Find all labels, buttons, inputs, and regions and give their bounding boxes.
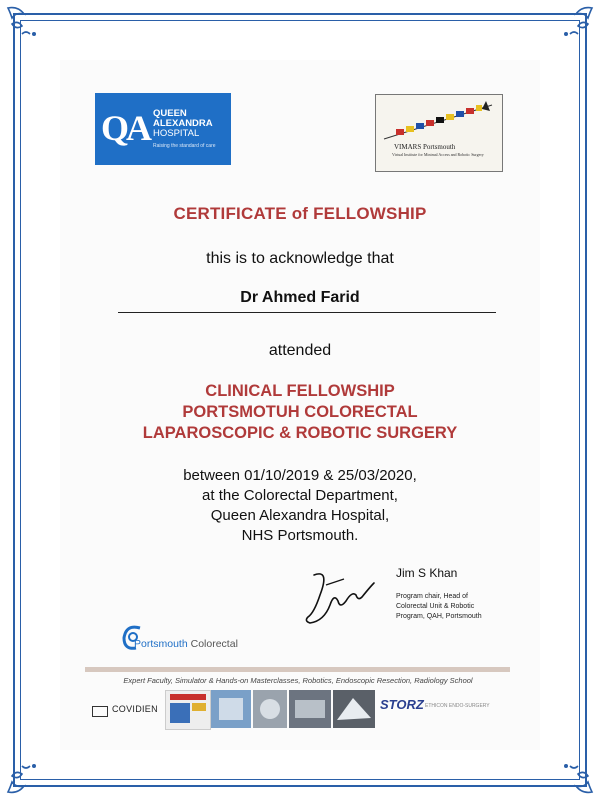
signatory-name: Jim S Khan	[396, 566, 458, 580]
surgery-photo-1	[211, 690, 251, 728]
surgery-photo-3	[289, 690, 331, 728]
program-line: LAPAROSCOPIC & ROBOTIC SURGERY	[142, 424, 458, 442]
program-line: CLINICAL FELLOWSHIP	[205, 382, 395, 400]
footer-photo-strip	[165, 690, 375, 728]
qa-hospital-name: QUEEN ALEXANDRA HOSPITAL	[153, 108, 213, 139]
portsmouth-colorectal-logo	[120, 622, 260, 656]
detail-line: at the Colorectal Department,	[202, 487, 398, 504]
storz-logo: STORZ	[380, 697, 424, 712]
signature	[300, 565, 380, 640]
portsmouth-colorectal-text: Portsmouth Colorectal	[134, 638, 238, 650]
program-title	[60, 381, 540, 444]
certificate-title: CERTIFICATE of FELLOWSHIP	[173, 204, 427, 223]
surgery-photo-2	[253, 690, 287, 728]
acknowledge-text: this is to acknowledge that	[206, 250, 394, 267]
vimars-subtitle: Virtual Institute for Minimal Access and Robotic Surgery	[392, 152, 484, 157]
vimars-title: VIMARS Portsmouth	[394, 143, 456, 151]
corner-ornament-bottom-right	[556, 756, 596, 796]
surgery-photo-4	[333, 690, 375, 728]
detail-line: Queen Alexandra Hospital,	[210, 507, 390, 524]
footer-strip	[85, 667, 510, 672]
qa-hospital-logo	[95, 93, 231, 165]
ethicon-logo: ETHICON ENDO-SURGERY	[425, 703, 490, 709]
footer-banner: Expert Faculty, Simulator & Hands-on Masterclasses, Robotics, Endoscopic Resection, Radiology School	[123, 676, 473, 685]
corner-ornament-top-right	[556, 4, 596, 44]
detail-line: between 01/10/2019 & 25/03/2020,	[183, 467, 417, 484]
poster-image	[165, 690, 211, 730]
attended-text: attended	[268, 342, 332, 359]
detail-line: NHS Portsmouth.	[241, 527, 359, 544]
recipient-name: Dr Ahmed Farid	[240, 289, 360, 306]
signal-flags-icon	[382, 99, 494, 143]
program-line: PORTSMOTUH COLORECTAL	[182, 403, 418, 421]
signatory-role: Program chair, Head of Colorectal Unit & Robotic Program, QAH, Portsmouth	[396, 593, 482, 620]
qa-mark: QA	[101, 108, 149, 148]
corner-ornament-bottom-left	[4, 756, 44, 796]
fellowship-details	[60, 466, 540, 546]
corner-ornament-top-left	[4, 4, 44, 44]
qa-tagline: Raising the standard of care	[153, 143, 216, 149]
name-underline	[118, 312, 496, 313]
vimars-logo	[375, 94, 503, 172]
